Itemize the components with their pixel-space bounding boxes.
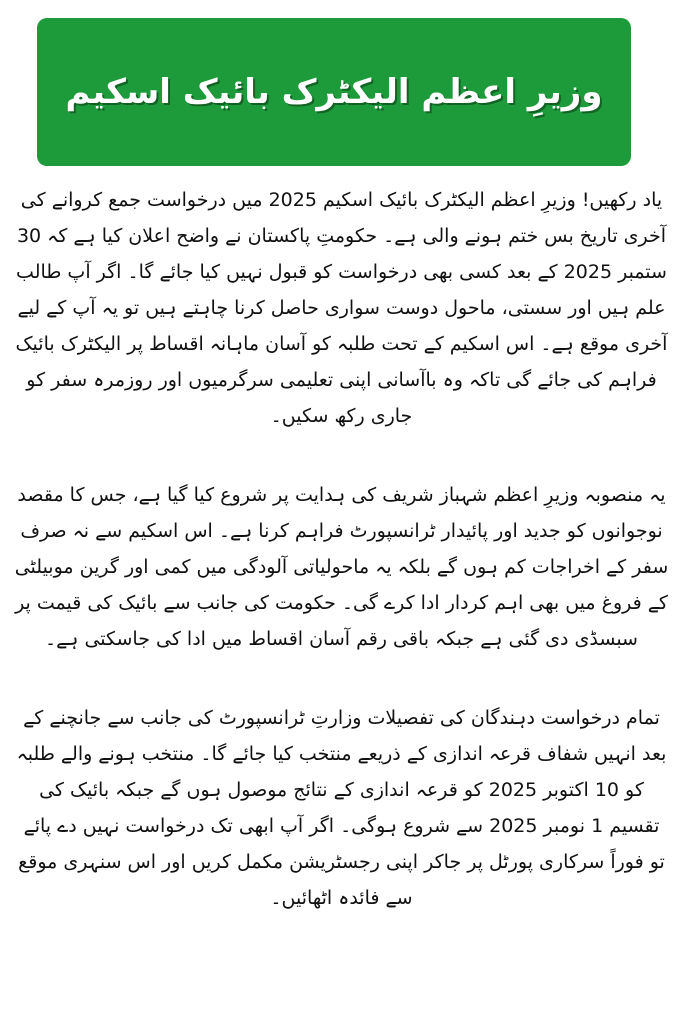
paragraph-selection-process: تمام درخواست دہندگان کی تفصیلات وزارتِ ٹرانسپورٹ کی جانب سے جانچنے کے بعد انہیں شفاف قرعہ اندازی کے ذریعے منتخب کیا جائے گا۔ منتخب ہونے والے طلبہ کو 10 اکتوبر 2025 کو قرعہ اندازی کے نتائج موصول ہوں گے جبکہ بائیک کی تقسیم 1 نومبر 2025 سے شروع ہوگی۔ اگر آپ ابھی تک درخواست نہیں دے پائے تو فوراً سرکاری پورٹل پر جاکر اپنی رجسٹریشن مکمل کریں اور اس سنہری موقع سے فائدہ اٹھائیں۔ — [16, 707, 667, 909]
paragraph-deadline: یاد رکھیں! وزیرِ اعظم الیکٹرک بائیک اسکیم 2025 میں درخواست جمع کروانے کی آخری تاریخ بس ختم ہونے والی ہے۔ حکومتِ پاکستان نے واضح اعلان کیا ہے کہ 30 ستمبر 2025 کے بعد کسی بھی درخواست کو قبول نہیں کیا جائے گا۔ اگر آپ طالب علم ہیں اور سستی، ماحول دوست سواری حاصل کرنا چاہتے ہیں تو یہ آپ کے لیے آخری موقع ہے۔ اس اسکیم کے تحت طلبہ کو آسان ماہانہ اقساط پر الیکٹرک بائیک فراہم کی جائے گی تاکہ وہ باآسانی اپنی تعلیمی سرگرمیوں اور روزمرہ سفر کو جاری رکھ سکیں۔ — [15, 189, 668, 427]
paragraph-scheme-purpose: یہ منصوبہ وزیرِ اعظم شہباز شریف کی ہدایت پر شروع کیا گیا ہے، جس کا مقصد نوجوانوں کو جدید اور پائیدار ٹرانسپورٹ فراہم کرنا ہے۔ اس اسکیم سے نہ صرف سفر کے اخراجات کم ہوں گے بلکہ یہ ماحولیاتی آلودگی میں کمی اور گرین موبیلٹی کے فروغ میں بھی اہم کردار ادا کرے گی۔ حکومت کی جانب سے بائیک کی قیمت پر سبسڈی دی گئی ہے جبکہ باقی رقم آسان اقساط میں ادا کی جاسکتی ہے۔ — [14, 484, 669, 650]
title-banner — [37, 18, 631, 166]
page-title: وزیرِ اعظم الیکٹرک بائیک اسکیم — [65, 71, 603, 112]
article-body — [14, 182, 669, 916]
